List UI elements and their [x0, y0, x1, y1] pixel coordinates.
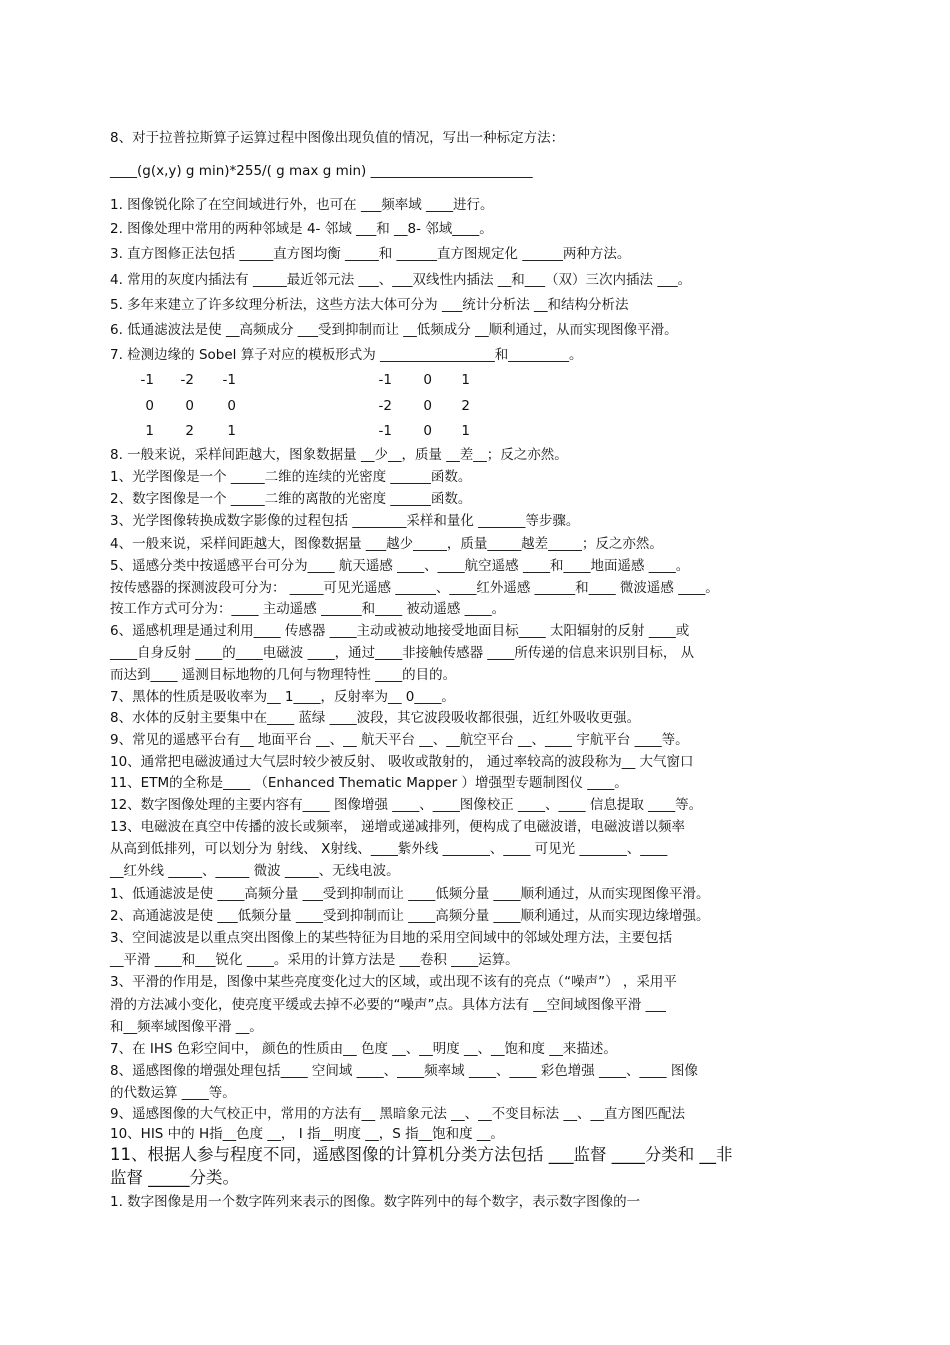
- text-line: 4、一般来说，采样间距越大，图像数据量 ___越少_____，质量_____越差_____；反之亦然。: [110, 536, 663, 552]
- matrix-cell: 0: [145, 398, 154, 414]
- text-line: 9、遥感图像的大气校正中，常用的方法有__ 黑暗象元法 __、__不变目标法 __、__直方图匹配法: [110, 1106, 685, 1122]
- text-line: 7. 检测边缘的 Sobel 算子对应的模板形式为 _________________和_________。: [110, 347, 583, 363]
- matrix-cell: -1: [222, 372, 236, 388]
- text-line: 13、电磁波在真空中传播的波长或频率， 递增或递减排列，便构成了电磁波谱，电磁波谱以频率: [110, 819, 685, 835]
- text-line: 5、遥感分类中按遥感平台可分为____ 航天遥感 ____、____航空遥感 ____和____地面遥感 ____。: [110, 558, 690, 574]
- matrix-cell: 0: [423, 398, 432, 414]
- text-line: 滑的方法减小变化，使亮度平缓或去掉不必要的“噪声”点。具体方法有 __空间域图像平滑 ___: [110, 997, 666, 1013]
- text-line: 11、根据人参与程度不同，遥感图像的计算机分类方法包括 ___监督 ____分类和 __非: [110, 1145, 733, 1164]
- text-line: 10、HIS 中的 H指__色度 __， I 指__明度 __，S 指__饱和度 __。: [110, 1126, 504, 1142]
- text-line: 9、常见的遥感平台有__ 地面平台 __、__ 航天平台 __、__航空平台 __、____ 宇航平台 ____等。: [110, 732, 689, 748]
- text-line: ____自身反射 ____的____电磁波 ____，通过____非接触传感器 ____所传递的信息来识别目标， 从: [110, 645, 695, 661]
- text-line: 3、光学图像转换成数字影像的过程包括 ________采样和量化 _______等步骤。: [110, 513, 580, 529]
- text-line: 1、光学图像是一个 _____二维的连续的光密度 ______函数。: [110, 469, 472, 485]
- text-line: 3、平滑的作用是，图像中某些亮度变化过大的区域，或出现不该有的亮点（“噪声”） ，采用平: [110, 974, 677, 990]
- text-line: 5. 多年来建立了许多纹理分析法，这些方法大体可分为 ___统计分析法 __和结构分析法: [110, 297, 629, 313]
- matrix-cell: -2: [180, 372, 194, 388]
- text-line: 3、空间滤波是以重点突出图像上的某些特征为目地的采用空间域中的邻域处理方法，主要包括: [110, 930, 673, 946]
- text-line: 监督 _____分类。: [110, 1168, 239, 1187]
- matrix-cell: -1: [140, 372, 154, 388]
- text-line: 12、数字图像处理的主要内容有____ 图像增强 ____、____图像校正 ____、____ 信息提取 ____等。: [110, 797, 703, 813]
- text-line: 2、高通滤波是使 ___低频分量 ____受到抑制而让 ____高频分量 ____顺利通过，从而实现边缘增强。: [110, 908, 710, 924]
- matrix-cell: -1: [378, 372, 392, 388]
- text-line: 按传感器的探测波段可分为： _____可见光遥感 ______、____红外遥感 ______和____ 微波遥感 ____。: [110, 580, 719, 596]
- text-line: __红外线 _____、_____ 微波 _____、无线电波。: [110, 863, 400, 879]
- text-line: 8、水体的反射主要集中在____ 蓝绿 ____波段，其它波段吸收都很强，近红外吸收更强。: [110, 710, 641, 726]
- matrix-cell: 1: [461, 372, 470, 388]
- text-line: 1. 数字图像是用一个数字阵列来表示的图像。数字阵列中的每个数字，表示数字图像的一: [110, 1194, 641, 1210]
- matrix-cell: -2: [378, 398, 392, 414]
- text-line: 按工作方式可分为：____ 主动遥感 ______和____ 被动遥感 ____。: [110, 601, 506, 617]
- matrix-cell: 2: [185, 423, 194, 439]
- matrix-cell: 1: [145, 423, 154, 439]
- text-line: 从高到低排列，可以划分为 射线、 X射线、____紫外线 _______、____ 可见光 _______、____: [110, 841, 668, 857]
- text-line: 6、遥感机理是通过利用____ 传感器 ____主动或被动地接受地面目标____ 太阳辐射的反射 ____或: [110, 623, 690, 639]
- matrix-cell: 0: [423, 372, 432, 388]
- text-line: 8、遥感图像的增强处理包括____ 空间域 ____、____频率域 ____、____ 彩色增强 ____、____ 图像: [110, 1063, 698, 1079]
- text-line: 1、低通滤波是使 ____高频分量 ___受到抑制而让 ____低频分量 ____顺利通过，从而实现图像平滑。: [110, 886, 710, 902]
- matrix-cell: 0: [423, 423, 432, 439]
- text-line: 7、在 IHS 色彩空间中， 颜色的性质由__ 色度 __、__明度 __、__饱和度 __来描述。: [110, 1041, 617, 1057]
- matrix-cell: 0: [227, 398, 236, 414]
- text-line: 6. 低通滤波法是使 __高频成分 ___受到抑制而让 __低频成分 __顺利通过，从而实现图像平滑。: [110, 322, 678, 338]
- text-line: 2、数字图像是一个 _____二维的离散的光密度 ______函数。: [110, 491, 472, 507]
- text-line: 而达到____ 遥测目标地物的几何与物理特性 ____的目的。: [110, 667, 457, 683]
- matrix-cell: 1: [227, 423, 236, 439]
- text-line: 和__频率域图像平滑 __。: [110, 1019, 263, 1035]
- text-line: 1. 图像锐化除了在空间域进行外，也可在 ___频率域 ____进行。: [110, 197, 494, 213]
- text-line: 7、黑体的性质是吸收率为__ 1____，反射率为__ 0____。: [110, 689, 455, 705]
- matrix-cell: 1: [461, 423, 470, 439]
- text-line: 8、对于拉普拉斯算子运算过程中图像出现负值的情况，写出一种标定方法：: [110, 130, 565, 146]
- matrix-cell: 0: [185, 398, 194, 414]
- text-line: 3. 直方图修正法包括 _____直方图均衡 _____和 ______直方图规定化 ______两种方法。: [110, 246, 631, 262]
- text-line: 10、通常把电磁波通过大气层时较少被反射、 吸收或散射的， 通过率较高的波段称为__ 大气窗口: [110, 754, 694, 770]
- text-line: 11、ETM的全称是____ （Enhanced Thematic Mapper ）增强型专题制图仪 ____。: [110, 775, 628, 791]
- text-line: 8. 一般来说，采样间距越大，图象数据量 __少__，质量 __差__；反之亦然。: [110, 447, 568, 463]
- text-line: __平滑 ____和___锐化 ____。采用的计算方法是 ___卷积 ____运算。: [110, 952, 519, 968]
- text-line: ____(g(x,y) g min)*255/( g max g min) ________________________: [110, 163, 533, 179]
- text-line: 4. 常用的灰度内插法有 _____最近邻元法 ___、___双线性内插法 __和___（双）三次内插法 ___。: [110, 272, 692, 288]
- matrix-cell: -1: [378, 423, 392, 439]
- matrix-cell: 2: [461, 398, 470, 414]
- text-line: 的代数运算 ____等。: [110, 1085, 236, 1101]
- text-line: 2. 图像处理中常用的两种邻域是 4- 邻域 ___和 __8- 邻域____。: [110, 221, 493, 237]
